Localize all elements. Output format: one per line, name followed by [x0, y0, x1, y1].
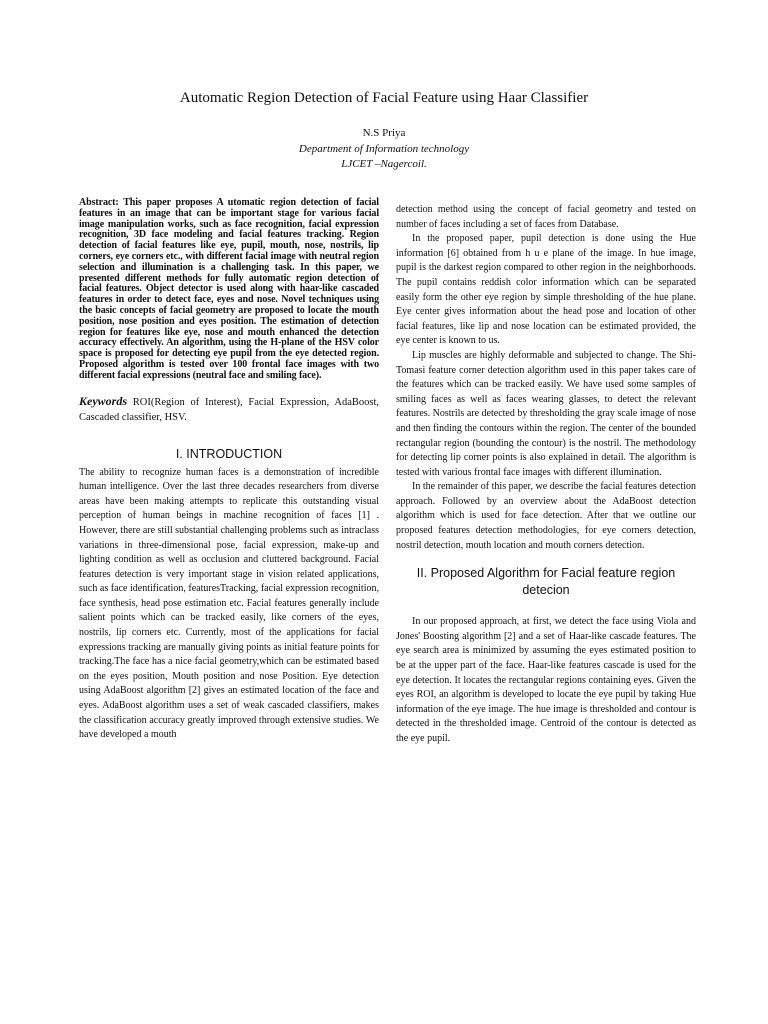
- right-column: [396, 203, 696, 747]
- keywords-label: Keywords: [79, 393, 127, 408]
- paragraph-pupil-detection: In the proposed paper, pupil detection is done using the Hue information [6] obtained from h u e plane of the image. In hue image, pupil is the darkest region compared to other region in the neighborhoods. The pupil contains reddish color information which can be separated easily form the other eye region by simple thresholding of the hue plane. Eye center gives information about the head pose and location of other facial features, like lip and nose location can be estimated provided, the eye center is known to us.: [396, 233, 696, 347]
- left-column: [79, 198, 379, 743]
- paragraph-lip-muscles: Lip muscles are highly deformable and subjected to change. The Shi-Tomasi feature corner detection algorithm used in this paper takes care of the features which can be tracked easily. We have used some samples of smiling faces as well as faces wearing glasses, to detect the relevant features. Nostrils are detected by thresholding the gray scale image of nose and then finding the contours within the region. The center of the bounded rectangular region (bounding the contour) is the nostril. The methodology for detecting lip corner points is also explained in detail. The algorithm is tested with various frontal face images with different illumination.: [396, 349, 696, 478]
- paragraph-remainder: In the remainder of this paper, we describe the facial features detection approach. Followed by an overview about the AdaBoost detection algorithm which is used for face detection. After that we outline our proposed features detection methodologies, for eye corners detection, nostril detection, mouth location and mouth corners detection.: [396, 481, 696, 551]
- paragraph-continuation: detection method using the concept of facial geometry and tested on number of faces including a set of faces from Database.: [396, 204, 696, 230]
- keywords-text: ROI(Region of Interest), Facial Expression, AdaBoost, Cascaded classifier, HSV.: [79, 396, 379, 423]
- author-institution: LJCET –Nagercoil.: [341, 158, 427, 170]
- author-department: Department of Information technology: [298, 143, 470, 155]
- section-2-heading: II. Proposed Algorithm for Facial feature region detecion: [416, 566, 676, 598]
- section-1-heading: I. INTRODUCTION: [175, 446, 283, 461]
- abstract: Abstract: This paper proposes A utomatic region detection of facial features in an image that can be important stage for various facial image manipulation works, such as face recognition, facial expression recognition, 3D face modeling and facial features tracking. Region detection of facial features like eye, pupil, mouth, nose, nostrils, lip corners, eye corners etc., with different facial image with neutral region selection and illumination is a challenging task. In this paper, we presented different methods for fully automatic region detection of facial features. Object detector is used along with haar-like cascaded features in order to detect face, eyes and nose. Novel techniques using the basic concepts of facial geometry are proposed to locate the mouth position, nose position and eyes position. The estimation of detection region for features like eye, nose and mouth enhanced the detection accuracy effectively. An algorithm, using the H-plane of the HSV color space is proposed for detecting eye pupil from the eye detected region. Proposed algorithm is tested over 100 frontal face images with two different facial expressions (neutral face and smiling face).: [79, 197, 379, 381]
- keywords: [79, 394, 379, 425]
- section-1-text: The ability to recognize human faces is a demonstration of incredible human intelligence. Over the last three decades researchers from diverse areas have been making attempts to replicate this outstanding visual perception of human beings in machine recognition of faces [1] . However, there are still substantial challenging problems such as intraclass variations in three-dimensional pose, facial expression, make-up and lighting condition as well as occlusion and cluttered background. Facial features detection is very important stage in vision related applications, such as face identification, featuresTracking, facial expression recognition, face synthesis, head pose estimation etc. Facial features generally include salient points which can be tracked easily, like corners of the eyes, nostrils, lip corners etc. Currently, most of the applications for facial expressions tracking are manually giving points as initial feature points for tracking.The face has a nice facial geometry,which can be estimated based on the eyes position, Mouth position and nose Position. Eye detection using AdaBoost algorithm [2] gives an estimated location of the face and eyes. AdaBoost algorithm uses a set of weak cascaded classifiers, makes the classification accuracy greatly improved through extensive studies. We have developed a mouth: [79, 466, 379, 741]
- author-name: N.S Priya: [362, 127, 406, 139]
- section-2-text: In our proposed approach, at first, we detect the face using Viola and Jones' Boosting algorithm [2] and a set of Haar-like cascade features. The eye search area is minimized by assuming the eyes estimated position to be at the upper part of the face. Haar-like features cascade is used for the eye detection. It locates the rectangular regions containing eyes. Given the eyes ROI, an algorithm is developed to locate the eye pupil by taking Hue information of the eye image. The hue image is thresholded and contour is detected in the thresholded image. Centroid of the contour is detected as the eye pupil.: [396, 616, 696, 744]
- paper-title: Automatic Region Detection of Facial Feature using Haar Classifier: [179, 90, 589, 106]
